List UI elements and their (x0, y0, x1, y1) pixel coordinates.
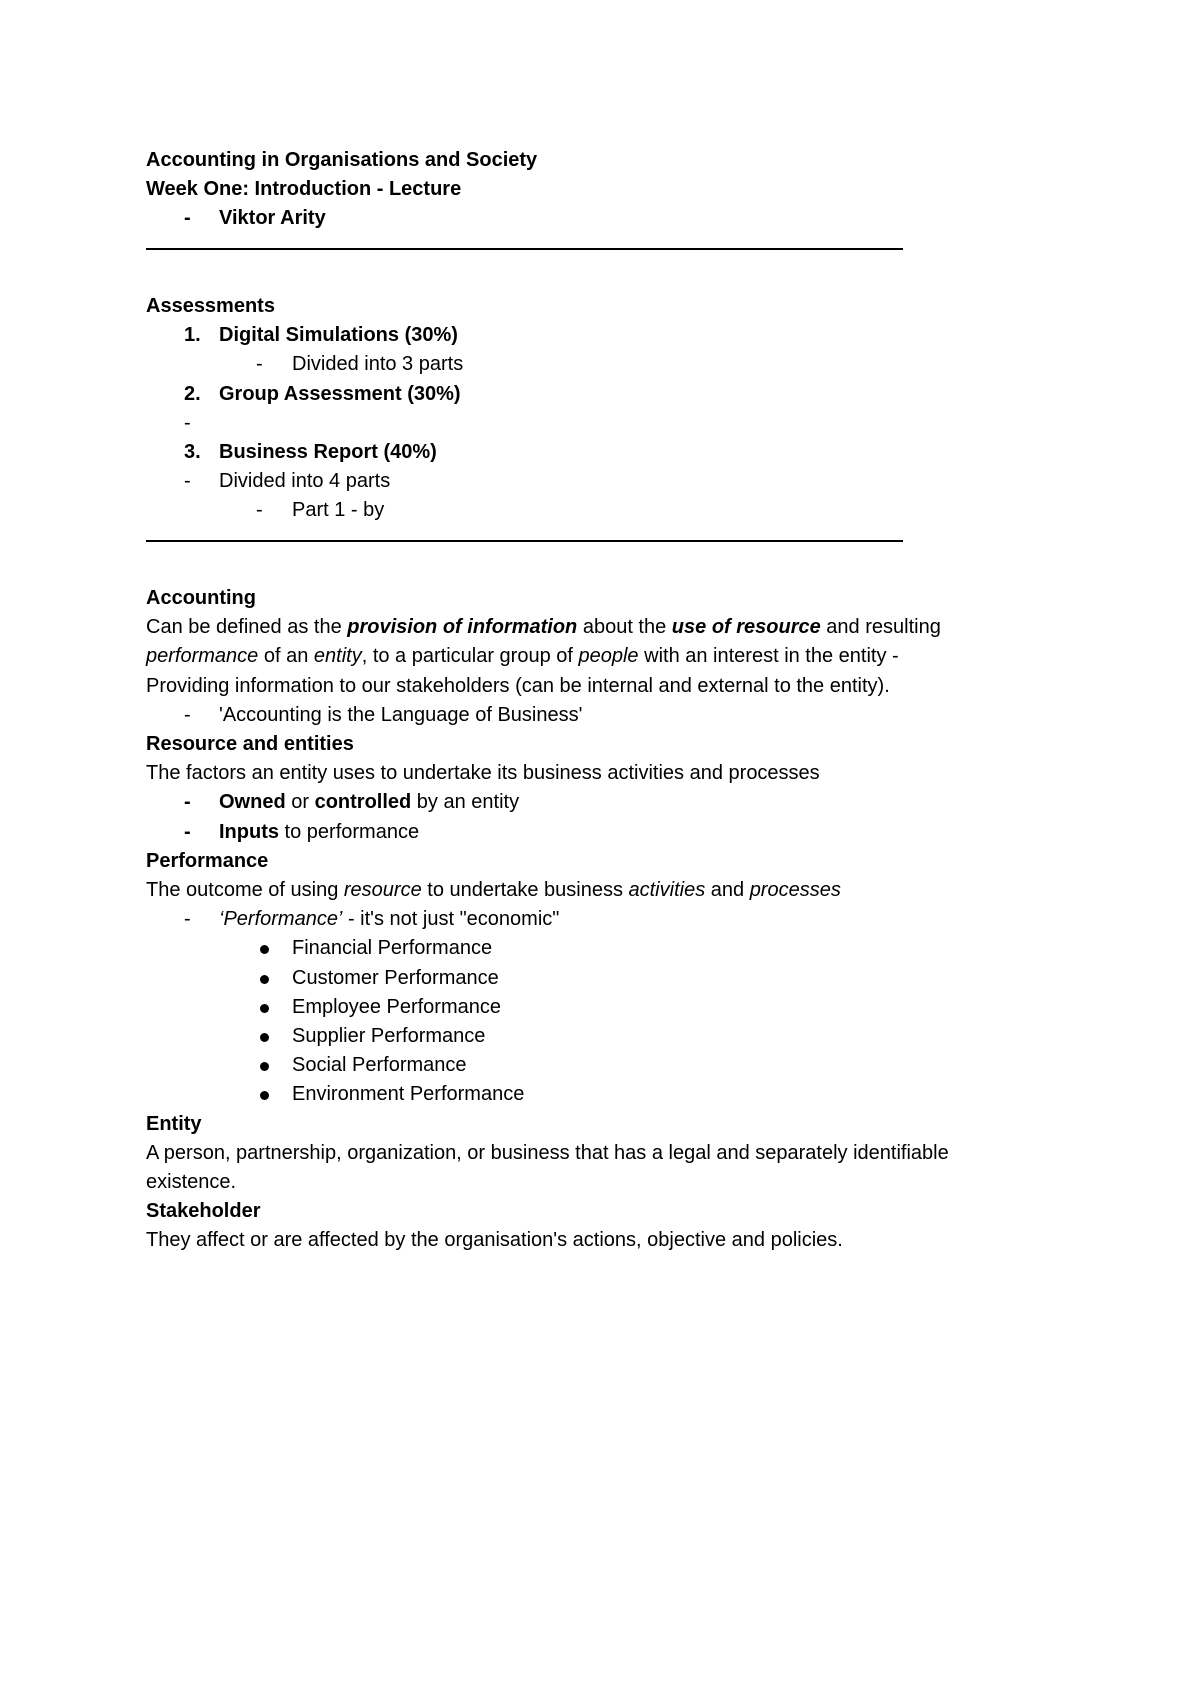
italic-text: entity (313, 645, 362, 668)
dash-marker: - (184, 703, 191, 726)
stakeholder-heading: Stakeholder (146, 1200, 261, 1223)
resources-bullet (146, 788, 1066, 817)
assessments-heading: Assessments (146, 294, 275, 317)
text-run: to performance (279, 820, 420, 843)
assessment-label: Group Assessment (30%) (219, 382, 461, 405)
bullet-icon (260, 975, 269, 984)
text-run: The outcome of using (146, 879, 344, 901)
list-item (146, 1051, 1066, 1080)
list-item (146, 934, 1066, 963)
assessment-label: Business Report (40%) (219, 440, 437, 463)
assessment-label: Digital Simulations (30%) (219, 324, 458, 347)
dash-marker: - (256, 353, 263, 376)
assessment-sub-text: Divided into 4 parts (219, 470, 391, 493)
list-number: 2. (184, 382, 201, 405)
entity-definition-line-2: existence. (146, 1171, 237, 1194)
horizontal-divider (146, 234, 1066, 263)
performance-description (146, 876, 1066, 905)
italic-text: processes (749, 879, 841, 901)
emphasis-text: use of resource (671, 616, 821, 639)
text-run: - it's not just "economic" (342, 908, 560, 931)
accounting-heading: Accounting (146, 586, 256, 609)
entity-definition-line-1: A person, partnership, organization, or business that has a legal and separately identifiable (146, 1141, 949, 1164)
bold-text: Owned (219, 791, 286, 814)
assessment-item (146, 380, 1066, 409)
text-run: and (705, 879, 750, 901)
accounting-definition-line-1 (146, 613, 1066, 642)
text-run: to undertake business (421, 879, 629, 901)
lecturer-name: Viktor Arity (219, 207, 326, 230)
entity-heading: Entity (146, 1112, 202, 1135)
document-page (146, 146, 1066, 1256)
emphasis-text: provision of information (347, 616, 578, 639)
italic-text: ‘Performance’ (219, 908, 343, 931)
performance-type: Social Performance (292, 1054, 467, 1077)
lecturer-dash: - (184, 207, 191, 230)
text-run: about the (577, 616, 672, 639)
assessment-item (146, 321, 1066, 350)
accounting-quote (146, 701, 1066, 730)
text-run: , to a particular group of (361, 645, 579, 668)
performance-heading: Performance (146, 849, 269, 872)
performance-note (146, 905, 1066, 934)
assessment-item (146, 438, 1066, 467)
resources-description: The factors an entity uses to undertake its business activities and processes (146, 762, 820, 785)
text-run: and resulting (820, 616, 941, 639)
italic-text: resource (343, 879, 422, 901)
accounting-definition-line-3: Providing information to our stakeholders (can be internal and external to the entity). (146, 674, 890, 697)
performance-type: Financial Performance (292, 937, 493, 960)
italic-text: people (578, 645, 639, 668)
text-run: with an interest in the entity - (638, 645, 899, 668)
dash-marker: - (184, 411, 191, 434)
assessment-subsubitem (146, 496, 1066, 525)
list-number: 1. (184, 324, 201, 347)
horizontal-divider (146, 526, 1066, 555)
bold-text: Inputs (219, 820, 279, 843)
performance-type: Employee Performance (292, 995, 501, 1018)
stakeholder-definition: They affect or are affected by the organisation's actions, objective and policies. (146, 1229, 843, 1252)
bullet-icon (260, 1033, 269, 1042)
text-run: Can be defined as the (146, 616, 348, 639)
assessment-subitem (146, 350, 1066, 379)
performance-type: Environment Performance (292, 1083, 525, 1106)
list-item (146, 1022, 1066, 1051)
assessment-subitem (146, 467, 1066, 496)
week-title: Week One: Introduction - Lecture (146, 178, 462, 201)
dash-marker: - (184, 908, 191, 931)
text-run: or (285, 791, 315, 814)
italic-text: performance (146, 645, 259, 668)
italic-text: activities (628, 879, 706, 901)
text-run: of an (258, 645, 314, 668)
performance-type: Supplier Performance (292, 1025, 486, 1048)
list-number: 3. (184, 440, 201, 463)
lecturer-line (146, 204, 1066, 233)
performance-type: Customer Performance (292, 966, 499, 989)
accounting-definition-line-2 (146, 642, 1066, 671)
assessment-sub-text: Divided into 3 parts (292, 353, 464, 376)
assessment-subsub-text: Part 1 - by (292, 499, 385, 522)
course-title: Accounting in Organisations and Society (146, 149, 538, 171)
dash-marker: - (184, 820, 191, 843)
quote-text: 'Accounting is the Language of Business' (219, 703, 583, 726)
list-item (146, 1080, 1066, 1109)
dash-marker: - (184, 791, 191, 814)
resources-bullet (146, 818, 1066, 847)
bold-text: controlled (314, 791, 412, 814)
assessment-subitem (146, 409, 1066, 438)
text-run: by an entity (411, 791, 520, 814)
list-item (146, 964, 1066, 993)
list-item (146, 993, 1066, 1022)
bullet-icon (260, 1004, 269, 1013)
resources-heading: Resource and entities (146, 732, 354, 755)
dash-marker: - (256, 499, 263, 522)
dash-marker: - (184, 470, 191, 493)
